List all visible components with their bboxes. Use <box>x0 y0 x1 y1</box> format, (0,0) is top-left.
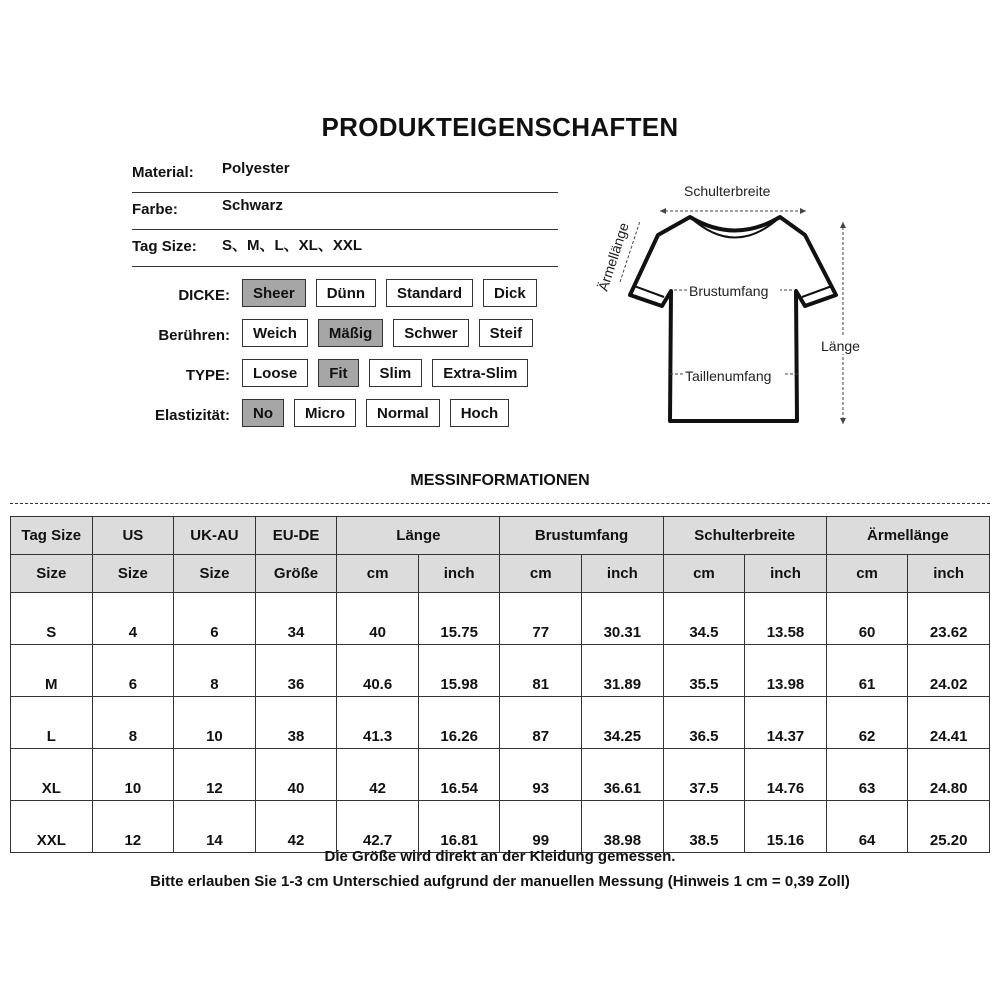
attribute-options-touch <box>242 319 533 347</box>
option-chip[interactable]: Steif <box>479 319 534 347</box>
option-chip[interactable]: No <box>242 399 284 427</box>
table-cell: 36.5 <box>663 697 745 749</box>
table-header-cell: inch <box>745 555 827 593</box>
attribute-label-elasticity: Elastizität: <box>154 407 230 424</box>
table-cell: 30.31 <box>582 593 664 645</box>
option-chip[interactable]: Extra-Slim <box>432 359 528 387</box>
tshirt-diagram <box>590 178 880 433</box>
table-cell: 38.98 <box>582 801 664 853</box>
table-cell: XL <box>11 749 93 801</box>
option-chip[interactable]: Hoch <box>450 399 510 427</box>
table-row <box>11 697 990 749</box>
arrow-head-icon <box>840 222 846 228</box>
diagram-label-waist: Taillenumfang <box>685 368 772 384</box>
table-cell: 40 <box>337 593 419 645</box>
table-cell: M <box>11 645 93 697</box>
option-chip[interactable]: Dünn <box>316 279 376 307</box>
property-value: Schwarz <box>222 197 283 214</box>
table-row <box>11 645 990 697</box>
table-cell: 41.3 <box>337 697 419 749</box>
table-header-cell: Size <box>92 555 174 593</box>
table-cell: 42.7 <box>337 801 419 853</box>
table-row <box>11 593 990 645</box>
table-cell: 15.98 <box>418 645 500 697</box>
measurement-table <box>10 516 990 853</box>
table-cell: 14.76 <box>745 749 827 801</box>
table-cell: 34.5 <box>663 593 745 645</box>
note-measurement: Die Größe wird direkt an der Kleidung gemessen. <box>324 848 676 865</box>
table-cell: 37.5 <box>663 749 745 801</box>
table-cell: 36 <box>255 645 337 697</box>
table-cell: 6 <box>92 645 174 697</box>
option-chip[interactable]: Mäßig <box>318 319 383 347</box>
table-cell: 63 <box>826 749 908 801</box>
table-cell: 38 <box>255 697 337 749</box>
table-cell: 13.58 <box>745 593 827 645</box>
option-chip[interactable]: Weich <box>242 319 308 347</box>
table-cell: 23.62 <box>908 593 990 645</box>
table-cell: 35.5 <box>663 645 745 697</box>
table-cell: 64 <box>826 801 908 853</box>
table-cell: 15.75 <box>418 593 500 645</box>
table-header-cell: cm <box>500 555 582 593</box>
attribute-label-type: TYPE: <box>185 367 230 384</box>
measurements-title: MESSINFORMATIONEN <box>410 472 590 489</box>
table-header-cell: Länge <box>337 517 500 555</box>
table-header-cell: cm <box>826 555 908 593</box>
attribute-options-elasticity <box>242 399 509 427</box>
property-row-material <box>132 155 558 193</box>
table-header-cell: US <box>92 517 174 555</box>
option-chip[interactable]: Sheer <box>242 279 306 307</box>
table-cell: 61 <box>826 645 908 697</box>
page-title: PRODUKTEIGENSCHAFTEN <box>321 112 679 142</box>
table-cell: 24.41 <box>908 697 990 749</box>
table-cell: XXL <box>11 801 93 853</box>
table-cell: 38.5 <box>663 801 745 853</box>
option-chip[interactable]: Fit <box>318 359 358 387</box>
table-cell: 14 <box>174 801 256 853</box>
table-header-cell: Tag Size <box>11 517 93 555</box>
option-chip[interactable]: Schwer <box>393 319 468 347</box>
table-row <box>11 801 990 853</box>
table-cell: 62 <box>826 697 908 749</box>
attribute-label-touch: Berühren: <box>158 327 230 344</box>
table-cell: 16.81 <box>418 801 500 853</box>
table-cell: 42 <box>337 749 419 801</box>
table-header-cell: Size <box>11 555 93 593</box>
note-tolerance: Bitte erlauben Sie 1-3 cm Unterschied aufgrund der manuellen Messung (Hinweis 1 cm = 0,39 Zoll) <box>150 873 850 890</box>
table-cell: 36.61 <box>582 749 664 801</box>
option-chip[interactable]: Dick <box>483 279 537 307</box>
table-header-cell: inch <box>582 555 664 593</box>
table-cell: 13.98 <box>745 645 827 697</box>
table-cell: L <box>11 697 93 749</box>
property-label: Tag Size: <box>132 238 197 255</box>
diagram-label-chest: Brustumfang <box>689 283 769 299</box>
table-cell: 40 <box>255 749 337 801</box>
table-cell: 42 <box>255 801 337 853</box>
table-cell: 4 <box>92 593 174 645</box>
table-cell: 93 <box>500 749 582 801</box>
table-cell: 15.16 <box>745 801 827 853</box>
table-cell: 81 <box>500 645 582 697</box>
table-header-cell: EU-DE <box>255 517 337 555</box>
table-cell: 24.80 <box>908 749 990 801</box>
table-cell: 87 <box>500 697 582 749</box>
table-cell: 99 <box>500 801 582 853</box>
property-value: S、M、L、XL、XXL <box>222 237 363 254</box>
table-cell: 77 <box>500 593 582 645</box>
table-cell: 31.89 <box>582 645 664 697</box>
option-chip[interactable]: Loose <box>242 359 308 387</box>
option-chip[interactable]: Slim <box>369 359 423 387</box>
attribute-options-thickness <box>242 279 537 307</box>
diagram-label-shoulder: Schulterbreite <box>684 183 771 199</box>
option-chip[interactable]: Normal <box>366 399 440 427</box>
table-cell: 34 <box>255 593 337 645</box>
table-header-cell: Schulterbreite <box>663 517 826 555</box>
table-cell: 60 <box>826 593 908 645</box>
diagram-label-length: Länge <box>821 338 860 354</box>
property-value: Polyester <box>222 160 290 177</box>
arrow-head-icon <box>840 418 846 424</box>
table-header-cell: inch <box>908 555 990 593</box>
table-row <box>11 749 990 801</box>
table-header-cell: Ärmellänge <box>826 517 989 555</box>
table-cell: 34.25 <box>582 697 664 749</box>
table-cell: 16.26 <box>418 697 500 749</box>
property-row-tag-size <box>132 229 558 267</box>
table-cell: 8 <box>92 697 174 749</box>
table-header-cell: Größe <box>255 555 337 593</box>
table-cell: 25.20 <box>908 801 990 853</box>
table-header-cell: cm <box>337 555 419 593</box>
attribute-options-type <box>242 359 528 387</box>
table-header-cell: cm <box>663 555 745 593</box>
table-header-cell: Brustumfang <box>500 517 663 555</box>
table-cell: 40.6 <box>337 645 419 697</box>
arrow-head-icon <box>660 208 666 214</box>
table-subheader-row <box>11 555 990 593</box>
table-header-row <box>11 517 990 555</box>
table-header-cell: Size <box>174 555 256 593</box>
diagram-label-sleeve: Ärmellänge <box>594 220 632 293</box>
tshirt-icon <box>630 217 836 421</box>
attribute-label-thickness: DICKE: <box>178 287 230 304</box>
table-cell: 12 <box>174 749 256 801</box>
table-header-cell: inch <box>418 555 500 593</box>
option-chip[interactable]: Standard <box>386 279 473 307</box>
table-cell: S <box>11 593 93 645</box>
table-cell: 10 <box>92 749 174 801</box>
property-label: Material: <box>132 164 194 181</box>
table-cell: 10 <box>174 697 256 749</box>
arrow-head-icon <box>800 208 806 214</box>
table-cell: 8 <box>174 645 256 697</box>
dashed-divider <box>10 503 990 504</box>
table-cell: 16.54 <box>418 749 500 801</box>
option-chip[interactable]: Micro <box>294 399 356 427</box>
property-label: Farbe: <box>132 201 178 218</box>
table-cell: 24.02 <box>908 645 990 697</box>
property-row-color <box>132 192 558 230</box>
table-cell: 12 <box>92 801 174 853</box>
table-cell: 6 <box>174 593 256 645</box>
table-cell: 14.37 <box>745 697 827 749</box>
table-header-cell: UK-AU <box>174 517 256 555</box>
